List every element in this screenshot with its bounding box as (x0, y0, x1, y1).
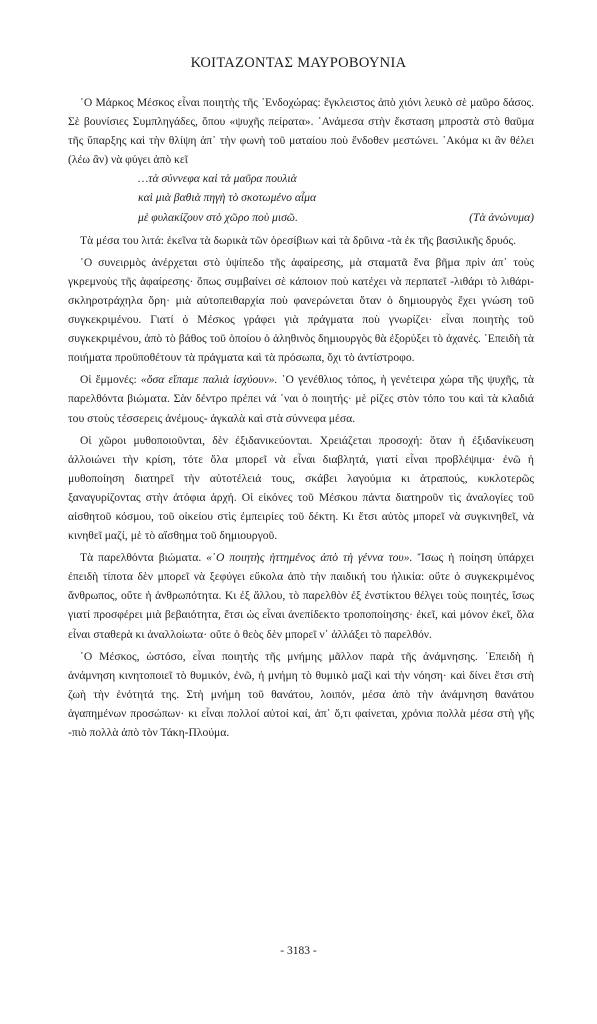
paragraph-4-lead: Οἱ ἔμμονές: (80, 373, 141, 387)
paragraph-4 (68, 370, 534, 427)
paragraph-6-lead: Τὰ παρελθόντα βιώματα. (80, 551, 207, 565)
paragraph-6-quote: «῾Ο ποιητὴς ἡττημένος ἀπὸ τὴ γέννα του». (206, 551, 413, 565)
poem-line-3: μὲ φυλακίζουν στὸ χῶρο ποὺ μισῶ. (138, 210, 298, 224)
paragraph-5: Οἱ χῶροι μυθοποιοῦνται, δὲν ἐξιδανικεύονται. Χρειάζεται προσοχή: ὅταν ἡ ἐξιδανίκευση ἀλλοιώνει τὴν κρίση, τότε ὅλα μπορεῖ νὰ εἶναι διαβλητά, γιατί εἶναι προβλέψιμα· ἐνῶ ἡ μυθοποίηση διατηρεῖ τὴν αὐτοτέλειά τους, σκάβει λαγούμια κι ἀτραπούς, κυκλοτερῶς ξαναγυρίζοντας στὴν ἀτόφια ἀρχή. Οἱ εἰκόνες τοῦ Μέσκου πάντα διατηροῦν τὶς ἀναλογίες τοῦ αἰσθητοῦ κόσμου, τοῦ οἰκείου στὶς ἐμπειρίες τοῦ δέκτη. Κι ἔτσι αὐτὸς μπορεῖ νὰ συγκινηθεῖ, νὰ κινηθεῖ μαζί, μὲ τὸ αἴσθημα τοῦ δημιουργοῦ. (68, 433, 534, 543)
paragraph-7: ῾Ο Μέσκος, ὡστόσο, εἶναι ποιητὴς τῆς μνήμης μᾶλλον παρὰ τῆς ἀνάμνησης. ᾿Επειδὴ ἡ ἀνάμνηση κινητοποιεῖ τὸ θυμικόν, ἐνῶ, ἡ μνήμη τὸ θυμικὸ μαζὶ καὶ τὴν νόηση· καὶ δίνει ἔτσι στὴ ζωὴ τὴν ἑνότητά της. Στὴ μνήμη τοῦ θανάτου, λοιπόν, μέσα ἀπὸ τὴν ἀνάμνηση θανάτου ἀγαπημένων προσώπων· κι εἶναι πολλοί αὐτοί καί, ἀπ᾿ ὅ,τι φαίνεται, χρόνια πολλὰ μέσα στὴ γῆς -πιὸ πολλὰ ἀπὸ τὸν Τάκη-Πλούμα. (68, 649, 534, 739)
poem-line-1: …τὰ σύννεφα καὶ τὰ μαῦρα πουλιὰ (138, 172, 297, 186)
paragraph-3: ῾Ο συνειρμὸς ἀνέρχεται στὸ ὑψίπεδο τῆς ἀφαίρεσης, μὰ σταματᾶ ἕνα βῆμα πρὶν ἀπ᾿ τοὺς γκρεμνοὺς τῆς ἀφαίρεσης· ὅπως συμβαίνει σὲ κάποιον ποὺ κατέχει νὰ περπατεῖ -λιθάρι τὸ λιθάρι- σκληροτράχηλα ὄρη· μιὰ αὐτοπειθαρχία ποὺ φανερώνεται ὅταν ὁ δημιουργὸς ἔχει γνώση τοῦ συγκεκριμένου. Γιατί ὁ Μέσκος γράφει γιὰ πράγματα ποὺ γνωρίζει· εἶναι ποιητὴς τοῦ συγκεκριμένου, ἀπὸ τὸ βάθος τοῦ ὁποίου ὁ ἀληθινὸς δημιουργὸς θὰ ἐξορύξει τὸ ἀχανές. ᾿Επειδὴ τὰ ποιήματα προϋποθέτουν τὰ πράγματα καὶ τὰ πρόσωπα, ὄχι τὸ ἀντίστροφο. (68, 255, 534, 365)
poem-source: (Τὰ ἀνώνυμα) (469, 210, 534, 224)
running-title: ΚΟΙΤΑΖΟΝΤΑΣ ΜΑΥΡΟΒΟΥΝΙΑ (190, 55, 407, 71)
paragraph-1: ῾Ο Μάρκος Μέσκος εἶναι ποιητὴς τῆς ᾿Ενδοχώρας: ἔγκλειστος ἀπὸ χιόνι λευκὸ σὲ μαῦρο δάσος. Σὲ βουνίσιες Συμπληγάδες, ὅπου «ψυχῆς πείρατα». ᾿Ανάμεσα στὴν ἔκσταση μπροστὰ στὸ θαῦμα τῆς ὕπαρξης καὶ τὴν θλίψη ἀπ᾿ τὴν φωνὴ τοῦ ματαίου ποὺ ἔνδοθεν μεστώνει. ᾿Ακόμα κι ἂν θέλει (λέω ἂν) νὰ φύγει ἀπὸ κεῖ (68, 96, 534, 167)
poem-line-3-row (138, 208, 534, 227)
paragraph-6 (68, 548, 534, 643)
paragraph-2: Τὰ μέσα του λιτά: ἐκεῖνα τὰ δωρικὰ τῶν ὀρεσίβιων καὶ τὰ δρΰινα -τὰ ἐκ τῆς βασιλικῆς δρυός. (80, 233, 517, 247)
body-text (68, 93, 534, 745)
poem-line-2: καὶ μιὰ βαθιὰ πηγὴ τὸ σκοτωμένο αἷμα (138, 191, 317, 205)
paragraph-6-rest: Ἴσως ἡ ποίηση ὑπάρχει ἐπειδὴ τίποτα δὲν μπορεῖ νὰ ξεφύγει εὔκολα ἀπὸ τὴν παιδική του ἡλικία: οὔτε ὁ συγκεκριμένος ἄνθρωπος, οὔτε ἡ ἀνθρωπότητα. Κι ἐξ ἄλλου, τὸ παρελθὸν ἐξ ἐνστίκτου θέλγει τοὺς ποιητές, ἴσως γιατί προσφέρει μιὰ βεβαιότητα, ἔτσι ὡς εἶναι ἀνεπίδεκτο τροποποίησης· ἐκεῖ, καὶ μόνον ἐκεῖ, ὅλα εἶναι σταθερὰ κι ἀναλλοίωτα· οὔτε ὁ θεὸς δὲν μπορεῖ ν᾿ ἀλλάξει τὸ παρελθόν. (68, 551, 535, 641)
paragraph-4-quote: «ὅσα εἴπαμε παλιὰ ἰσχύουν». (140, 373, 278, 387)
page-number: - 3183 - (280, 945, 317, 957)
poem-quotation (138, 169, 534, 226)
paragraph-4-rest: ῾Ο γενέθλιος τόπος, ἡ γενέτειρα χώρα τῆς ψυχῆς, τὰ παρελθόντα βιώματα. Σὰν δέντρο πρέπει νά ῾ναι ὁ ποιητής· μὲ ρίζες στὸν τόπο του καὶ τὰ κλαδιά του στοὺς τέσσερεις ἀνέμους- ἀγκαλὰ καὶ στὰ σύννεφα μέσα. (68, 373, 534, 425)
